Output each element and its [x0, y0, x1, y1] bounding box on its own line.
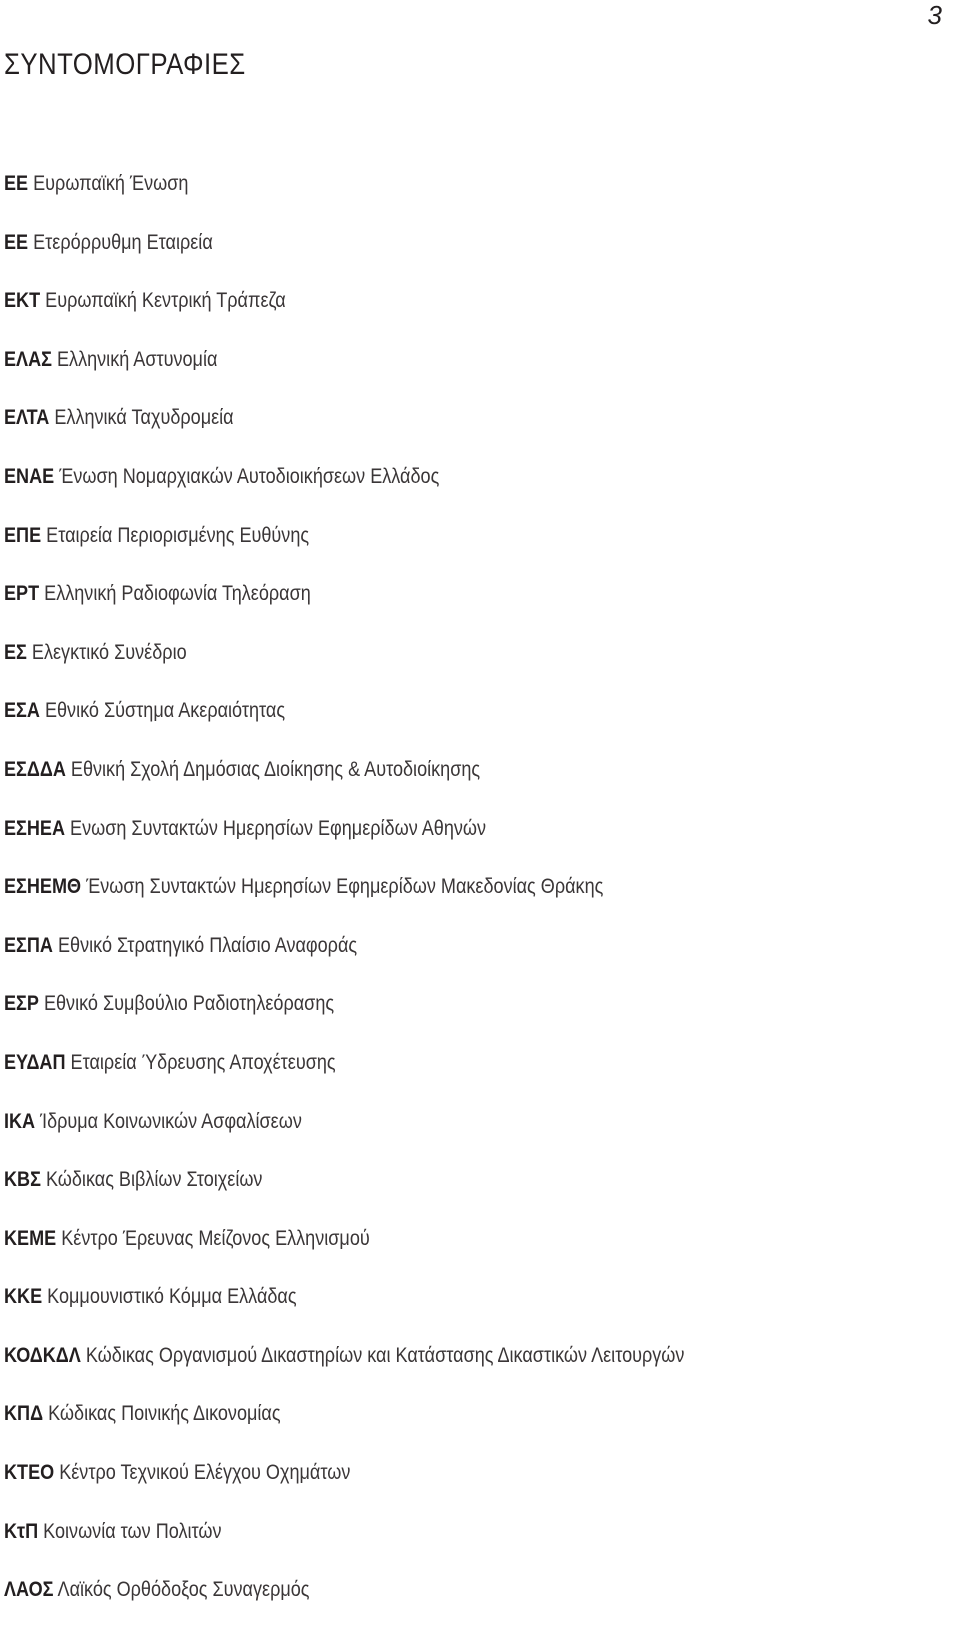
abbreviation-description: Ευρωπαϊκή Κεντρική Τράπεζα — [45, 289, 286, 313]
list-item — [4, 1283, 684, 1342]
abbreviation-code: ΕΚΤ — [4, 289, 41, 313]
abbreviation-description: Ελληνική Ραδιοφωνία Τηλεόραση — [44, 582, 311, 606]
abbreviation-code: ΚΚΕ — [4, 1285, 43, 1309]
abbreviation-description: Ευρωπαϊκή Ένωση — [33, 172, 189, 195]
abbreviation-description: Κώδικας Οργανισμού Δικαστηρίων και Κατάστασης Δικαστικών Λειτουργών — [85, 1343, 685, 1367]
list-item — [4, 1576, 684, 1635]
abbreviation-code: ΕΣΡ — [4, 992, 39, 1016]
list-item — [4, 229, 684, 288]
list-item — [4, 1400, 684, 1459]
abbreviation-code: ΕΣΗΕΜΘ — [4, 875, 82, 899]
abbreviation-code: ΕΛΤΑ — [4, 406, 50, 430]
list-item — [4, 873, 684, 932]
abbreviation-code: ΕΝΑΕ — [4, 464, 55, 488]
abbreviation-description: Κέντρο Τεχνικού Ελέγχου Οχημάτων — [59, 1461, 351, 1485]
abbreviation-code: ΚΤΕΟ — [4, 1461, 55, 1485]
abbreviation-description: Κομμουνιστικό Κόμμα Ελλάδας — [47, 1285, 297, 1309]
list-item — [4, 404, 684, 463]
abbreviation-list — [4, 170, 795, 1635]
abbreviation-description: Ελληνικά Ταχυδρομεία — [54, 406, 234, 430]
list-item — [4, 1342, 684, 1401]
list-item — [4, 1459, 684, 1518]
abbreviation-code: ΕΕ — [4, 230, 29, 254]
abbreviation-description: Ελληνική Αστυνομία — [56, 347, 218, 371]
abbreviation-description: Ένωση Νομαρχιακών Αυτοδιοικήσεων Ελλάδος — [59, 464, 440, 488]
list-item — [4, 932, 684, 991]
abbreviation-description: Κώδικας Ποινικής Δικονομίας — [48, 1402, 281, 1426]
abbreviation-description: Ίδρυμα Κοινωνικών Ασφαλίσεων — [40, 1109, 302, 1133]
abbreviation-description: Ενωση Συντακτών Ημερησίων Εφημερίδων Αθηνών — [70, 816, 487, 840]
page-title: ΣΥΝΤΟΜΟΓΡΑΦΙΕΣ — [4, 48, 246, 81]
abbreviation-code: ΕΠΕ — [4, 523, 42, 547]
abbreviation-description: Κοινωνία των Πολιτών — [43, 1519, 222, 1543]
abbreviation-description: Εταιρεία Ύδρευσης Αποχέτευσης — [70, 1050, 336, 1074]
abbreviation-description: Κέντρο Έρευνας Μείζονος Ελληνισμού — [61, 1226, 370, 1250]
list-item — [4, 463, 684, 522]
list-item — [4, 1225, 684, 1284]
abbreviation-code: ΕΣΑ — [4, 699, 40, 723]
abbreviation-code: ΕΡΤ — [4, 582, 40, 606]
list-item — [4, 1049, 684, 1108]
page-number: 3 — [927, 0, 942, 30]
abbreviation-description: Ελεγκτικό Συνέδριο — [31, 640, 187, 664]
abbreviation-description: Λαϊκός Ορθόδοξος Συναγερμός — [57, 1578, 310, 1602]
list-item — [4, 580, 684, 639]
abbreviation-code: ΚΒΣ — [4, 1168, 41, 1192]
abbreviation-code: ΕΣΠΑ — [4, 933, 53, 957]
list-item — [4, 990, 684, 1049]
list-item — [4, 1518, 684, 1577]
list-item — [4, 815, 684, 874]
abbreviation-code: ΕΣ — [4, 640, 27, 664]
abbreviation-description: Εταιρεία Περιορισμένης Ευθύνης — [46, 523, 310, 547]
abbreviation-description: Εθνική Σχολή Δημόσιας Διοίκησης & Αυτοδιοίκησης — [70, 757, 481, 781]
list-item — [4, 346, 684, 405]
abbreviation-description: Εθνικό Σύστημα Ακεραιότητας — [44, 699, 286, 723]
abbreviation-description: Εθνικό Συμβούλιο Ραδιοτηλεόρασης — [43, 992, 335, 1016]
list-item — [4, 522, 684, 581]
abbreviation-code: ΕΥΔΑΠ — [4, 1050, 66, 1074]
abbreviation-code: ΚτΠ — [4, 1519, 39, 1543]
abbreviation-code: ΚΟΔΚΔΛ — [4, 1343, 81, 1367]
abbreviation-code: ΛΑΟΣ — [4, 1578, 54, 1602]
abbreviation-code: ΚΠΔ — [4, 1402, 44, 1426]
list-item — [4, 1108, 684, 1167]
abbreviation-code: ΕΛΑΣ — [4, 347, 52, 371]
list-item — [4, 639, 684, 698]
abbreviation-code: ΕΕ — [4, 172, 29, 195]
list-item — [4, 287, 684, 346]
abbreviation-description: Κώδικας Βιβλίων Στοιχείων — [45, 1168, 263, 1192]
abbreviation-code: ΕΣΔΔΑ — [4, 757, 66, 781]
list-item — [4, 170, 684, 229]
list-item — [4, 697, 684, 756]
abbreviation-code: ΕΣΗΕΑ — [4, 816, 66, 840]
abbreviation-description: Ετερόρρυθμη Εταιρεία — [33, 230, 213, 254]
abbreviation-code: ΙΚΑ — [4, 1109, 36, 1133]
list-item — [4, 756, 684, 815]
abbreviation-description: Εθνικό Στρατηγικό Πλαίσιο Αναφοράς — [58, 933, 358, 957]
abbreviation-description: Ένωση Συντακτών Ημερησίων Εφημερίδων Μακεδονίας Θράκης — [86, 875, 604, 899]
list-item — [4, 1166, 684, 1225]
abbreviation-code: ΚΕΜΕ — [4, 1226, 57, 1250]
